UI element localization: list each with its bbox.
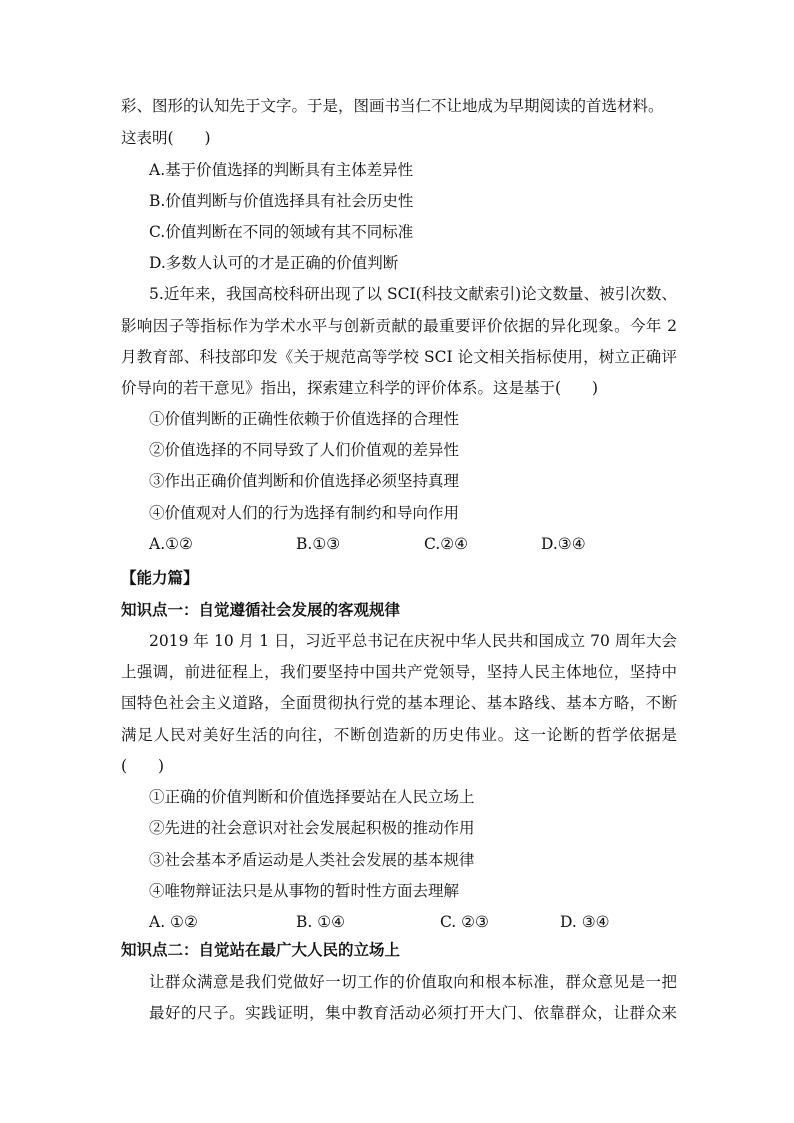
q5-statement-2: ②价值选择的不同导致了人们价值观的差异性 <box>149 441 460 459</box>
kp2-text-line-1: 让群众满意是我们党做好一切工作的价值取向和根本标准，群众意见是一把 <box>149 973 677 991</box>
kp1-statement-2: ②先进的社会意识对社会发展起积极的推动作用 <box>149 819 475 837</box>
kp1-choice-d: D. ③④ <box>560 913 610 931</box>
q5-choice-c: C.②④ <box>424 535 469 553</box>
kp1-statement-4: ④唯物辩证法只是从事物的暂时性方面去理解 <box>149 882 460 900</box>
q5-statement-1: ①价值判断的正确性依赖于价值选择的合理性 <box>149 410 460 428</box>
kp1-title: 知识点一：自觉遵循社会发展的客观规律 <box>121 600 401 619</box>
q4-option-c: C.价值判断在不同的领域有其不同标准 <box>149 223 414 241</box>
kp1-text-line-1: 2019 年 10 月 1 日，习近平总书记在庆祝中华人民共和国成立 70 周年大会 <box>149 632 677 650</box>
kp2-text-line-2: 最好的尺子。实践证明，集中教育活动必须打开大门、依靠群众，让群众来 <box>149 1004 677 1022</box>
kp1-choice-b: B. ①④ <box>296 913 346 931</box>
q4-option-b: B.价值判断与价值选择具有社会历史性 <box>149 192 414 210</box>
q4-text-line-1: 彩、图形的认知先于文字。于是，图画书当仁不让地成为早期阅读的首选材料。 <box>121 97 664 115</box>
kp1-text-line-5: ( ) <box>121 757 165 775</box>
section-title: 【能力篇】 <box>121 568 199 587</box>
kp1-statement-1: ①正确的价值判断和价值选择要站在人民立场上 <box>149 788 475 806</box>
q5-choice-a: A.①② <box>149 535 193 553</box>
kp1-choice-c: C. ②③ <box>440 913 489 931</box>
kp1-text-line-4: 满足人民对美好生活的向往，不断创造新的历史伟业。这一论断的哲学依据是 <box>121 726 677 744</box>
kp1-statement-3: ③社会基本矛盾运动是人类社会发展的基本规律 <box>149 851 475 869</box>
q4-option-a: A.基于价值选择的判断具有主体差异性 <box>149 161 414 179</box>
q5-text-line-4: 价导向的若干意见》指出，探索建立科学的评价体系。这是基于( ) <box>121 379 599 397</box>
q5-choice-d: D.③④ <box>541 535 586 553</box>
kp1-text-line-3: 国特色社会主义道路，全面贯彻执行党的基本理论、基本路线、基本方略，不断 <box>121 694 677 712</box>
q5-text-line-3: 月教育部、科技部印发《关于规范高等学校 SCI 论文相关指标使用，树立正确评 <box>121 348 677 366</box>
q5-statement-3: ③作出正确价值判断和价值选择必须坚持真理 <box>149 472 460 490</box>
q5-text-line-1: 5.近年来，我国高校科研出现了以 SCI(科技文献索引)论文数量、被引次数、 <box>149 285 677 303</box>
q5-choice-b: B.①③ <box>296 535 341 553</box>
kp2-title: 知识点二：自觉站在最广大人民的立场上 <box>121 940 401 959</box>
kp1-choice-a: A. ①② <box>149 913 198 931</box>
q4-text-line-2: 这表明( ) <box>121 129 211 147</box>
q5-text-line-2: 影响因子等指标作为学术水平与创新贡献的最重要评价依据的异化现象。今年 2 <box>121 317 677 335</box>
q5-statement-4: ④价值观对人们的行为选择有制约和导向作用 <box>149 504 460 522</box>
q4-option-d: D.多数人认可的才是正确的价值判断 <box>149 254 399 272</box>
kp1-text-line-2: 上强调，前进征程上，我们要坚持中国共产党领导，坚持人民主体地位，坚持中 <box>121 663 677 681</box>
